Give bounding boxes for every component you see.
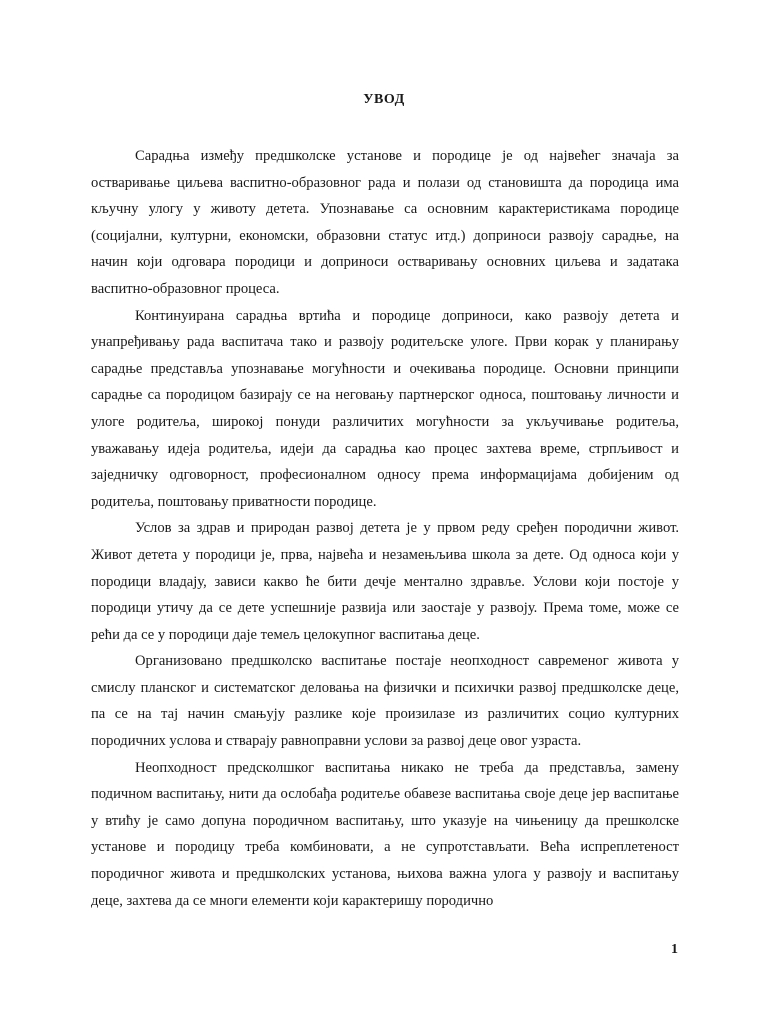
paragraph: Неопходност предсколшког васпитања никако не треба да представља, замену подичном васпитању, нити да ослобађа родитеље обавезе васпитања своје деце јер васпитање у втићу је само допуна породичном васпитању, што указује на чињеницу да прешколске установе и породицу треба комбиновати, а не супротстављати. Већа испреплетеност породичног живота и предшколских установа, њихова важна улога у развоју и васпитању деце, захтева да се многи елементи који карактеришу породично bbox=[91, 759, 679, 909]
document-body bbox=[91, 143, 679, 914]
document-title: УВОД bbox=[363, 92, 405, 107]
paragraph: Услов за здрав и природан развој детета је у првом реду сређен породични живот. Живот детета у породици је, прва, највећа и незамењљива школа за дете. Од односа који у породици владају, зависи какво ће бити дечје ментално здравље. Услови који постоје у породици утичу да се дете успешније развија или заостаје у развоју. Према томе, може се рећи да се у породици даје темељ целокупног васпитања деце. bbox=[91, 520, 679, 643]
paragraph: Организовано предшколско васпитање постаје неопходност савременог живота у смислу планског и систематског деловања на физички и психички развој предшколске деце, па се на тај начин смањују разлике које произилазе из различитих социо културних породичних услова и стварају равноправни услови за развој деце овог узраста. bbox=[91, 653, 679, 750]
page-number: 1 bbox=[671, 942, 678, 957]
paragraph: Сарадња између предшколске установе и породице је од највећег значаја за остваривање циљева васпитно-образовног рада и полази од становишта да породица има кључну улогу у животу детета. Упознавање са основним карактеристикама породице (социјални, културни, економски, образовни статус итд.) доприноси развоју сарадње, на начин који одговара породици и доприноси остваривању основних циљева и задатака васпитно-образовног процеса. bbox=[91, 148, 679, 297]
paragraph: Континуирана сарадња вртића и породице доприноси, како развоју детета и унапређивању рада васпитача тако и развоју родитељске улоге. Први корак у планирању сарадње представља упознавање могућности и очекивања породице. Основни принципи сарадње са породицом базирају се на неговању партнерског односа, поштовању личности и улоге родитеља, широкој понуди различитих могућности за укључивање родитеља, уважавању идеја родитеља, идеји да сарадња као процес захтева време, стрпљивост и заједничку одговорност, професионалном односу према информацијама добијеним од родитеља, поштовању приватности породице. bbox=[91, 307, 679, 510]
